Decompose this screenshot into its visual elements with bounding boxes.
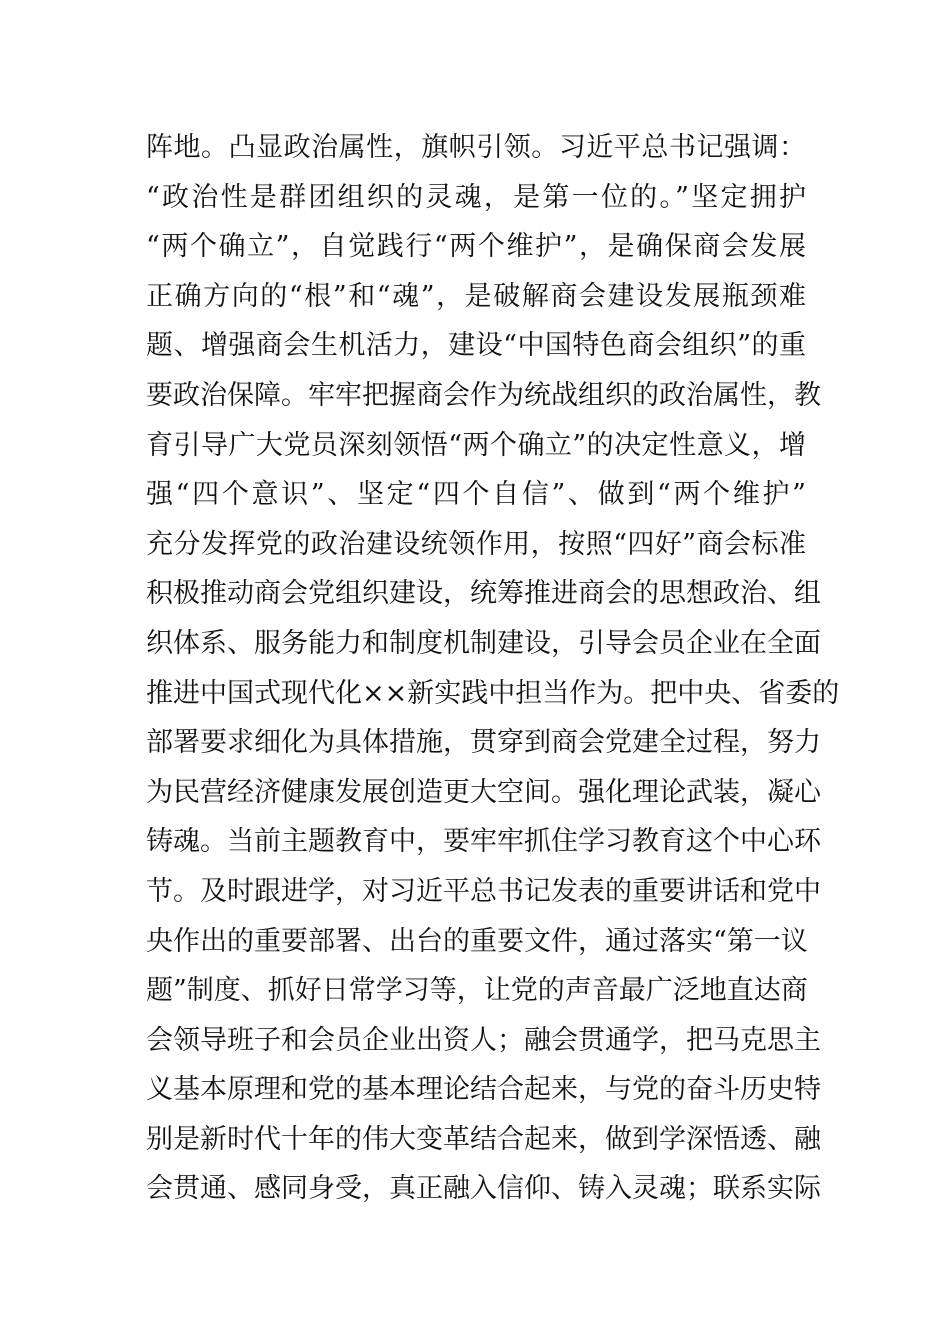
text-line: 部署要求细化为具体措施，贯穿到商会党建全过程，努力 — [146, 727, 821, 759]
text-line: 织体系、服务能力和制度机制建设，引导会员企业在全面 — [146, 627, 821, 659]
body-text — [146, 128, 840, 1219]
text-line: 积极推动商会党组织建设，统筹推进商会的思想政治、组 — [146, 578, 821, 610]
text-line: 要政治保障。牢牢把握商会作为统战组织的政治属性，教 — [146, 379, 821, 411]
text-line: 央作出的重要部署、出台的重要文件，通过落实“第一议 — [146, 925, 808, 957]
text-line: 正确方向的“根”和“魂”，是破解商会建设发展瓶颈难 — [146, 280, 806, 312]
text-line: 题”制度、抓好日常学习等，让党的声音最广泛地直达商 — [146, 975, 808, 1007]
text-line: “政治性是群团组织的灵魂，是第一位的。”坚定拥护 — [146, 181, 806, 213]
text-line: 别是新时代十年的伟大变革结合起来，做到学深悟透、融 — [146, 1123, 821, 1155]
text-line: 会贯通、感同身受，真正融入信仰、铸入灵魂；联系实际 — [146, 1173, 821, 1205]
text-line: 会领导班子和会员企业出资人；融会贯通学，把马克思主 — [146, 1024, 821, 1056]
text-line: 强“四个意识”、坚定“四个自信”、做到“两个维护” — [146, 479, 806, 511]
text-line: 铸魂。当前主题教育中，要牢牢抓住学习教育这个中心环 — [146, 826, 821, 858]
text-line: 节。及时跟进学，对习近平总书记发表的重要讲话和党中 — [146, 875, 821, 907]
text-line: 育引导广大党员深刻领悟“两个确立”的决定性意义，增 — [146, 429, 806, 461]
text-line: 义基本原理和党的基本理论结合起来，与党的奋斗历史特 — [146, 1074, 821, 1106]
text-line: 推进中国式现代化××新实践中担当作为。把中央、省委的 — [146, 677, 840, 709]
text-line: 为民营经济健康发展创造更大空间。强化理论武装，凝心 — [146, 776, 821, 808]
text-line: 充分发挥党的政治建设统领作用，按照“四好”商会标准 — [146, 528, 806, 560]
text-line: 阵地。凸显政治属性，旗帜引领。习近平总书记强调： — [146, 132, 806, 163]
text-line: 题、增强商会生机活力，建设“中国特色商会组织”的重 — [146, 330, 806, 362]
text-line: “两个确立”，自觉践行“两个维护”，是确保商会发展 — [146, 231, 806, 263]
